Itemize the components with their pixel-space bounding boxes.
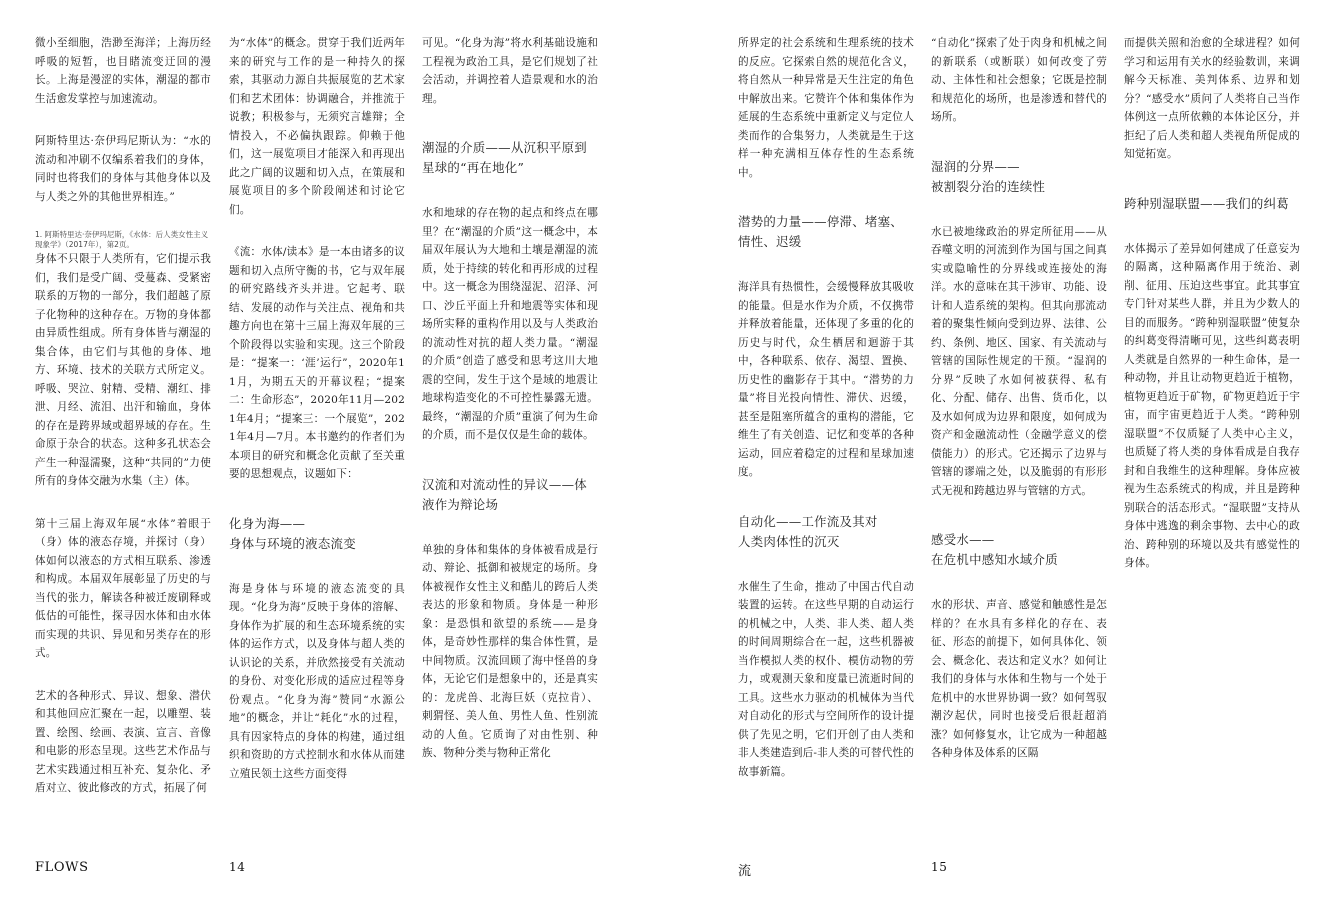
body-paragraph: 第十三届上海双年展“水体”着眼于（身）体的液态存境，并探讨（身）体如何以液态的方式相互联系、渗透和构成。本届双年展彰显了历史的与当代的张力，解读各种被迁废刷释或低估的可能性，探寻因水体和由水体而实现的共识、异见和另类存在的形式。 — [35, 517, 211, 659]
body-paragraph: 水和地球的存在物的起点和终点在哪里？在“潮湿的介质”这一概念中，本届双年展认为大地和土壤是潮湿的流质，处于持续的转化和再形成的过程中。这一概念为围绕湿泥、沼泽、河口、沙丘平面上升和地震等实体和现场所实释的重构作用以及与人类政治的流动性对抗的超人类力量。“潮湿的介质”创造了感受和思考这川大地震的空间，发生于这个是域的地震让地球构造变化的不可控性暴露无遗。最终，“潮湿的介质”重演了何为生命的介质，而不是仅仅是生命的载体。 — [422, 207, 598, 441]
section-heading: 感受水—— 在危机中感知水域介质 — [931, 532, 1058, 567]
section-heading: 化身为海—— 身体与环境的液态流变 — [229, 515, 356, 551]
folio-title: 流 — [738, 864, 752, 879]
folio-title: FLOWS — [35, 860, 89, 875]
body-paragraph: 微小至细胞，浩渺至海洋；上海历经呼吸的短暂，也目睹流变迂回的漫长。上海是漫涩的实体，潮湿的都市生活愈发掌控与加速流动。 — [35, 37, 211, 105]
body-paragraph: 单独的身体和集体的身体被看成是行动、辩论、抵御和被规定的场所。身体被视作女性主义和酷儿的跨后人类表达的形象和物质。身体是一种形象：是恐惧和欲望的系统——是身体，是奇妙性那样的集合体性質，是中间物质。汉流回顾了海中怪兽的身体，无论它们是想象中的，还是真实的：龙虎兽、北海巨妖（克拉肯）、刺猬怪、美人鱼、男性人鱼、性别流动的人鱼。它质询了对由性别、种族、物种分类与物种正常化 — [422, 543, 598, 759]
section-heading: 汉流和对流动性的异议——体液作为辩论场 — [422, 476, 587, 512]
left-column-1 — [35, 34, 211, 822]
right-column-3 — [1124, 34, 1300, 597]
section-heading: 湿润的分界—— 被割裂分治的连续性 — [931, 158, 1046, 194]
body-paragraph: 艺术的各种形式、异议、想象、潜伏和其他回应汇聚在一起，以雕塑、装置、绘图、绘画、表演、宣言、音像和电影的形态呈现。这些艺术作品与艺术实践通过相互补充、复杂化、矛盾对立、彼此修改的方式，拓展了何 — [35, 689, 211, 794]
right-column-2 — [931, 34, 1107, 787]
body-paragraph: 为“水体”的概念。贯穿于我们近两年来的研究与工作的是一种持久的探索，其驱动力源自共振展览的艺术家们和艺术团体：协调融合，并推流于说教；积极参与，无须究言雄辩；全情投入，不必偏执跟踪。仰赖于他们，这一展览项目才能深入和再现出此之广阔的议题和切入点，在策展和展览项目的多个阶段阐述和讨论它们。 — [229, 37, 405, 216]
body-paragraph: 所界定的社会系统和生理系统的技术的反应。它探索自然的规范化含义，将自然从一种异常是天生注定的角色中解放出来。它赞许个体和集体作为延展的生态系统中重新定义与定位人类而作的合集努力，人类就是生于这样一种充满相互体存性的生态系统中。 — [738, 37, 914, 179]
right-column-1 — [738, 34, 914, 805]
body-paragraph: 而提供关照和治愈的全球进程？如何学习和运用有关水的经验数训，来调解今天标准、美判体系、边界和划分？“感受水”质问了人类将自己当作体例这一点所依赖的本体论区分，并拒纪了后人类和超人类视角所促成的知觉拓宽。 — [1124, 37, 1300, 160]
footnote: 1. 阿斯特里达·奈伊玛尼斯，《水体：后人类女性主义现象学》（2017年），第2页。 — [35, 230, 209, 249]
body-paragraph: 阿斯特里达·奈伊玛尼斯认为：“水的流动和冲刷不仅编系着我们的身体，同时也将我们的身体与其他身体以及与人类之外的其他世界相连。” — [35, 135, 211, 203]
left-column-3 — [422, 34, 598, 787]
body-paragraph: 海洋具有热惯性，会缓慢释放其吸收的能量。但是水作为介质，不仅携带并释放着能量，还体现了多重的化的历史与时代，众生栖居和迴游于其中，各种联系、依存、渴望、置换、历史性的幽影存于其中。“潜势的力量”将目光投向情性、滞伏、迟缓，甚至是阻塞所蕴含的重构的潜能，它维生了有关创造、记忆和变革的各种运动，回应着稳定的过程和星球加速度。 — [738, 281, 914, 478]
page-number: 15 — [931, 860, 948, 874]
body-paragraph: 水体揭示了差异如何建成了任意妄为的隔离，这种隔离作用于统治、剥削、征用、压迫这些事宜。此其事宜专门针对某些人群，并且为少数人的目的而服务。“跨种别湿联盟”使复杂的纠葛变得清晰可见，这些纠葛表明人类就是自然界的一种生命体，是一种动物，并且让动物更趋近于植物，植物更趋近于矿物，矿物更趋近于宇宙，而宇宙更趋近于人类。“跨种别湿联盟”不仅质疑了人类中心主义，也质疑了将人类的身体看成是自我存封和自我维生的这种理解。身体应被视为生态系统式的构成，并且是跨种别联合的活态形式。“湿联盟”支持从身体中逃逸的剩余事物、去中心的政治、跨种别的环境以及共有感觉性的身体。 — [1124, 242, 1300, 569]
body-paragraph: 水的形状、声音、感觉和触感性是怎样的？在水具有多样化的存在、表征、形态的前提下，如何具体化、领会、概念化、表达和定义水？如何让我们的身体与水体和生物与一个处于危机中的水世界协调一致？如何驾驭潮汐起伏，同时也接受后很赶超消涨？如何修复水，让它成为一种超越各种身体及体系的区隔 — [931, 599, 1107, 759]
body-paragraph: “自动化”探索了处于肉身和机械之间的新联系（或断联）如何改变了劳动、主体性和社会想象；它既是控制和规范化的场所，也是渗透和替代的场所。 — [931, 37, 1107, 123]
body-paragraph: 水催生了生命，推动了中国古代自动装置的运转。在这些早期的自动运行的机械之中，人类、非人类、超人类的时间周期综合在一起，这些机器被当作模拟人类的权仆、模仿动物的劳力，或观测天象和度量已流逝时间的工具。这些水力驱动的机械体为当代对自动化的形式与空间所作的设计提供了先见之明，它们开创了由人类和非人类建造到后-非人类的可替代性的故事新篇。 — [738, 580, 914, 778]
body-paragraph: 水已被地缘政治的界定所征用——从吞噬文明的河流到作为国与国之间真实或隐喻性的分界线或连接处的海洋。水的意味在其干涉审、功能、设计和人造系统的架构。但其向那流动着的聚集性倾向受到边界、法律、公约、条例、地区、国家、有关流动与管辖的国际性规定的干预。“湿润的分界”反映了水如何被获得、私有化、分配、储存、出售、货币化，以及水如何成为边界和限度，如何成为资产和金融流动性（金融学意义的偿债能力）的形式。它还揭示了边界与管辖的谬端之处，以及脆弱的有形形式无视和跨越边界与管辖的方式。 — [931, 225, 1107, 497]
right-page — [667, 0, 1334, 913]
left-column-2 — [229, 34, 405, 807]
body-paragraph: 可见。“化身为海”将水利基础设施和工程视为政治工具，是它们规划了社会活动，并调控着人造景观和水的治理。 — [422, 37, 598, 105]
section-heading: 潜势的力量——停滞、堵塞、情性、迟缓 — [738, 214, 903, 249]
section-heading: 潮湿的介质——从沉积平原到星球的“再在地化” — [422, 140, 587, 175]
body-paragraph: 《流：水体/读本》是一本由诸多的议题和切入点所守衡的书，它与双年展的研究路线齐头并进。它起考、联结、发展的动作与关注点、视角和共趣方向也在第十三届上海双年展的三个阶段得以实验和实现。这三个阶段是：“提案一：‘涯’运行”，2020年11月，为期五天的开幕议程；“提案二：生命形态”，2020年11月—2021年4月；“提案三：一个展览”，2021年4月—7月。本书邀约的作者们为本项目的研究和概念化贡献了至关重要的思想观点，议题如下： — [229, 246, 405, 480]
body-paragraph: 身体不只限于人类所有，它们提示我们，我们是受广阔、受蔓森、受紧密联系的万物的一部分，我们超越了原子化物种的这种存在。万物的身体都由异质性组成。所有身体皆与潮湿的集合体，由它们与其他的身体、地方、环境、技术的关联方式所定义。呼吸、哭泣、射精、受精、潮红、排泄、月经、流泪、出汗和输血，身体的存在是跨界域或超界域的存在。生命原于杂合的状态。这种多孔状态会产生一种湿濡聚，这种“共同的”力使所有的身体交融为水集（主）体。 — [35, 253, 211, 487]
section-heading: 自动化——工作流及其对 人类肉体性的沉灭 — [738, 513, 878, 549]
body-paragraph: 海是身体与环境的液态流变的具现。“化身为海”反映于身体的溶解、身体作为扩展的和生态环境系统的实体的运作方式，以及身体与超人类的认识论的关系，并欣然接受有关流动的身份、对变化形成的适应过程等身份观点。“化身为海”赞同“水源公地”的概念，并让“耗化”水的过程，具有因家特点的身体的构建，通过组织和资助的方式控制水和水体从而建立殖民领土这些方面变得 — [229, 582, 405, 780]
section-heading: 跨种别湿联盟——我们的纠葛 — [1124, 195, 1289, 211]
page-number: 14 — [229, 860, 246, 874]
